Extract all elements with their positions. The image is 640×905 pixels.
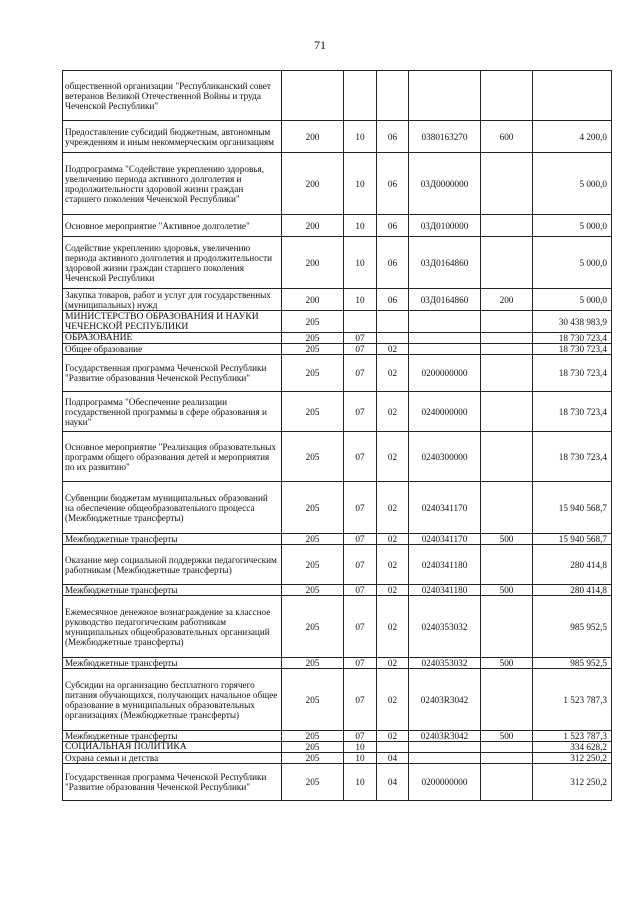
row-section-code: 10 bbox=[344, 121, 377, 153]
row-gr-code: 205 bbox=[282, 585, 344, 596]
table-row bbox=[63, 71, 612, 121]
row-expense-type: 200 bbox=[481, 289, 533, 311]
row-expense-type: 500 bbox=[481, 534, 533, 545]
row-subsection-code: 02 bbox=[377, 482, 409, 534]
row-expense-type bbox=[481, 753, 533, 764]
row-target-article: 0240341180 bbox=[409, 585, 481, 596]
table-row bbox=[63, 237, 612, 289]
row-name: Общее образование bbox=[63, 344, 282, 355]
row-gr-code bbox=[282, 71, 344, 121]
row-subsection-code: 06 bbox=[377, 153, 409, 215]
row-section-code: 07 bbox=[344, 344, 377, 355]
row-name: Содействие укреплению здоровья, увеличению периода активного долголетия и продолжительности здоровой жизни граждан старшего поколения Чеченской Республики bbox=[63, 237, 282, 289]
row-target-article: 0240341180 bbox=[409, 545, 481, 585]
table-row bbox=[63, 289, 612, 311]
row-section-code: 07 bbox=[344, 482, 377, 534]
table-row bbox=[63, 669, 612, 731]
row-sum: 18 730 723,4 bbox=[533, 432, 612, 482]
row-gr-code: 205 bbox=[282, 355, 344, 392]
row-name: Межбюджетные трансферты bbox=[63, 534, 282, 545]
row-sum: 1 523 787,3 bbox=[533, 731, 612, 742]
row-target-article: 0240341170 bbox=[409, 534, 481, 545]
row-subsection-code: 02 bbox=[377, 392, 409, 432]
row-subsection-code: 02 bbox=[377, 658, 409, 669]
row-gr-code: 205 bbox=[282, 596, 344, 658]
table-row bbox=[63, 121, 612, 153]
row-subsection-code bbox=[377, 742, 409, 753]
row-section-code: 10 bbox=[344, 753, 377, 764]
row-gr-code: 200 bbox=[282, 289, 344, 311]
row-expense-type bbox=[481, 596, 533, 658]
table-row bbox=[63, 753, 612, 764]
row-sum bbox=[533, 71, 612, 121]
row-sum: 5 000,0 bbox=[533, 153, 612, 215]
row-sum: 1 523 787,3 bbox=[533, 669, 612, 731]
row-section-code bbox=[344, 71, 377, 121]
row-target-article bbox=[409, 311, 481, 333]
row-name: МИНИСТЕРСТВО ОБРАЗОВАНИЯ И НАУКИ ЧЕЧЕНСКОЙ РЕСПУБЛИКИ bbox=[63, 311, 282, 333]
table-row bbox=[63, 658, 612, 669]
row-sum: 985 952,5 bbox=[533, 658, 612, 669]
row-gr-code: 205 bbox=[282, 669, 344, 731]
row-gr-code: 205 bbox=[282, 432, 344, 482]
row-sum: 15 940 568,7 bbox=[533, 482, 612, 534]
row-expense-type bbox=[481, 153, 533, 215]
row-section-code: 07 bbox=[344, 355, 377, 392]
row-name: Государственная программа Чеченской Республики "Развитие образования Чеченской Республики" bbox=[63, 355, 282, 392]
row-target-article: 03Д0100000 bbox=[409, 215, 481, 237]
table-row bbox=[63, 355, 612, 392]
row-name: ОБРАЗОВАНИЕ bbox=[63, 333, 282, 344]
row-target-article bbox=[409, 753, 481, 764]
row-subsection-code: 02 bbox=[377, 545, 409, 585]
row-target-article: 03Д0164860 bbox=[409, 289, 481, 311]
row-target-article bbox=[409, 333, 481, 344]
row-subsection-code bbox=[377, 311, 409, 333]
row-expense-type: 600 bbox=[481, 121, 533, 153]
row-target-article: 02403R3042 bbox=[409, 731, 481, 742]
row-target-article: 0380163270 bbox=[409, 121, 481, 153]
table-row bbox=[63, 432, 612, 482]
row-name: СОЦИАЛЬНАЯ ПОЛИТИКА bbox=[63, 742, 282, 753]
row-target-article: 02403R3042 bbox=[409, 669, 481, 731]
row-section-code: 07 bbox=[344, 333, 377, 344]
row-section-code: 07 bbox=[344, 658, 377, 669]
row-gr-code: 205 bbox=[282, 344, 344, 355]
row-gr-code: 200 bbox=[282, 121, 344, 153]
row-target-article: 0240300000 bbox=[409, 432, 481, 482]
row-name: Государственная программа Чеченской Республики "Развитие образования Чеченской Республики" bbox=[63, 764, 282, 801]
row-sum: 15 940 568,7 bbox=[533, 534, 612, 545]
row-name: Субвенции бюджетам муниципальных образований на обеспечение общеобразовательного процесса (Межбюджетные трансферты) bbox=[63, 482, 282, 534]
row-sum: 18 730 723,4 bbox=[533, 333, 612, 344]
row-subsection-code bbox=[377, 333, 409, 344]
row-subsection-code bbox=[377, 71, 409, 121]
table-row bbox=[63, 333, 612, 344]
row-gr-code: 200 bbox=[282, 215, 344, 237]
row-expense-type bbox=[481, 432, 533, 482]
row-expense-type bbox=[481, 764, 533, 801]
row-name: Предоставление субсидий бюджетным, автономным учреждениям и иным некоммерческим организациям bbox=[63, 121, 282, 153]
row-subsection-code: 02 bbox=[377, 432, 409, 482]
row-expense-type bbox=[481, 215, 533, 237]
row-gr-code: 200 bbox=[282, 153, 344, 215]
row-target-article: 03Д0164860 bbox=[409, 237, 481, 289]
row-sum: 312 250,2 bbox=[533, 753, 612, 764]
row-expense-type bbox=[481, 669, 533, 731]
row-target-article: 0200000000 bbox=[409, 764, 481, 801]
row-target-article: 03Д0000000 bbox=[409, 153, 481, 215]
table-row bbox=[63, 585, 612, 596]
table-row bbox=[63, 534, 612, 545]
row-section-code: 07 bbox=[344, 669, 377, 731]
row-expense-type bbox=[481, 545, 533, 585]
row-subsection-code: 02 bbox=[377, 534, 409, 545]
row-section-code: 10 bbox=[344, 764, 377, 801]
row-subsection-code: 02 bbox=[377, 585, 409, 596]
row-gr-code: 205 bbox=[282, 482, 344, 534]
row-sum: 18 730 723,4 bbox=[533, 392, 612, 432]
row-section-code: 10 bbox=[344, 153, 377, 215]
budget-table-body bbox=[63, 71, 612, 801]
table-row bbox=[63, 311, 612, 333]
row-gr-code: 205 bbox=[282, 764, 344, 801]
row-subsection-code: 06 bbox=[377, 289, 409, 311]
row-section-code: 10 bbox=[344, 215, 377, 237]
row-sum: 18 730 723,4 bbox=[533, 355, 612, 392]
row-subsection-code: 02 bbox=[377, 731, 409, 742]
row-subsection-code: 02 bbox=[377, 669, 409, 731]
row-sum: 5 000,0 bbox=[533, 215, 612, 237]
table-row bbox=[63, 153, 612, 215]
row-section-code: 07 bbox=[344, 392, 377, 432]
row-name: Межбюджетные трансферты bbox=[63, 585, 282, 596]
row-section-code: 07 bbox=[344, 534, 377, 545]
table-row bbox=[63, 596, 612, 658]
table-row bbox=[63, 215, 612, 237]
row-name: Подпрограмма "Обеспечение реализации государственной программы в сфере образования и науки" bbox=[63, 392, 282, 432]
row-gr-code: 205 bbox=[282, 392, 344, 432]
row-name: Ежемесячное денежное вознаграждение за классное руководство педагогическим работникам муниципальных общеобразовательных организаций (Межбюджетные трансферты) bbox=[63, 596, 282, 658]
row-expense-type: 500 bbox=[481, 585, 533, 596]
row-section-code: 10 bbox=[344, 237, 377, 289]
row-target-article: 0240341170 bbox=[409, 482, 481, 534]
row-sum: 5 000,0 bbox=[533, 237, 612, 289]
table-row bbox=[63, 742, 612, 753]
row-subsection-code: 06 bbox=[377, 215, 409, 237]
row-expense-type bbox=[481, 237, 533, 289]
row-gr-code: 205 bbox=[282, 658, 344, 669]
table-row bbox=[63, 731, 612, 742]
row-target-article bbox=[409, 71, 481, 121]
row-section-code: 07 bbox=[344, 432, 377, 482]
row-name: Основное мероприятие "Активное долголетие" bbox=[63, 215, 282, 237]
table-row bbox=[63, 545, 612, 585]
row-sum: 280 414,8 bbox=[533, 585, 612, 596]
row-section-code: 07 bbox=[344, 731, 377, 742]
row-name: Оказание мер социальной поддержки педагогическим работникам (Межбюджетные трансферты) bbox=[63, 545, 282, 585]
row-expense-type bbox=[481, 344, 533, 355]
row-subsection-code: 06 bbox=[377, 121, 409, 153]
row-expense-type bbox=[481, 333, 533, 344]
row-subsection-code: 04 bbox=[377, 753, 409, 764]
row-target-article: 0240353032 bbox=[409, 596, 481, 658]
row-subsection-code: 02 bbox=[377, 344, 409, 355]
row-gr-code: 205 bbox=[282, 545, 344, 585]
row-name: Субсидии на организацию бесплатного горячего питания обучающихся, получающих начальное общее образование в муниципальных образовательных организациях (Межбюджетные трансферты) bbox=[63, 669, 282, 731]
row-name: Основное мероприятие "Реализация образовательных программ общего образования детей и мероприятия по их развитию" bbox=[63, 432, 282, 482]
table-row bbox=[63, 392, 612, 432]
row-section-code: 07 bbox=[344, 585, 377, 596]
row-expense-type bbox=[481, 392, 533, 432]
row-target-article: 0240353032 bbox=[409, 658, 481, 669]
row-sum: 5 000,0 bbox=[533, 289, 612, 311]
row-section-code: 07 bbox=[344, 545, 377, 585]
row-expense-type: 500 bbox=[481, 731, 533, 742]
table-row bbox=[63, 344, 612, 355]
row-gr-code: 205 bbox=[282, 534, 344, 545]
row-sum: 312 250,2 bbox=[533, 764, 612, 801]
row-gr-code: 205 bbox=[282, 311, 344, 333]
row-target-article bbox=[409, 344, 481, 355]
row-sum: 280 414,8 bbox=[533, 545, 612, 585]
row-gr-code: 205 bbox=[282, 333, 344, 344]
row-section-code: 10 bbox=[344, 289, 377, 311]
row-gr-code: 205 bbox=[282, 731, 344, 742]
row-expense-type bbox=[481, 482, 533, 534]
row-sum: 4 200,0 bbox=[533, 121, 612, 153]
row-name: общественной организации "Республиканский совет ветеранов Великой Отечественной Войны и труда Чеченской Республики" bbox=[63, 71, 282, 121]
row-subsection-code: 04 bbox=[377, 764, 409, 801]
row-name: Межбюджетные трансферты bbox=[63, 658, 282, 669]
table-row bbox=[63, 764, 612, 801]
row-sum: 18 730 723,4 bbox=[533, 344, 612, 355]
row-subsection-code: 06 bbox=[377, 237, 409, 289]
row-subsection-code: 02 bbox=[377, 596, 409, 658]
row-expense-type bbox=[481, 311, 533, 333]
row-name: Закупка товаров, работ и услуг для государственных (муниципальных) нужд bbox=[63, 289, 282, 311]
row-gr-code: 205 bbox=[282, 753, 344, 764]
page-number: 71 bbox=[314, 38, 326, 52]
row-expense-type: 500 bbox=[481, 658, 533, 669]
row-sum: 334 628,2 bbox=[533, 742, 612, 753]
row-gr-code: 205 bbox=[282, 742, 344, 753]
budget-table bbox=[62, 70, 612, 801]
table-row bbox=[63, 482, 612, 534]
row-name: Подпрограмма "Содействие укреплению здоровья, увеличению периода активного долголетия и продолжительности здоровой жизни граждан старшего поколения Чеченской Республики" bbox=[63, 153, 282, 215]
row-sum: 30 438 983,9 bbox=[533, 311, 612, 333]
row-target-article bbox=[409, 742, 481, 753]
row-name: Охрана семьи и детства bbox=[63, 753, 282, 764]
row-sum: 985 952,5 bbox=[533, 596, 612, 658]
row-section-code: 07 bbox=[344, 596, 377, 658]
row-target-article: 0200000000 bbox=[409, 355, 481, 392]
row-section-code: 10 bbox=[344, 742, 377, 753]
row-subsection-code: 02 bbox=[377, 355, 409, 392]
row-expense-type bbox=[481, 742, 533, 753]
row-name: Межбюджетные трансферты bbox=[63, 731, 282, 742]
row-gr-code: 200 bbox=[282, 237, 344, 289]
row-expense-type bbox=[481, 355, 533, 392]
row-expense-type bbox=[481, 71, 533, 121]
row-section-code bbox=[344, 311, 377, 333]
row-target-article: 0240000000 bbox=[409, 392, 481, 432]
